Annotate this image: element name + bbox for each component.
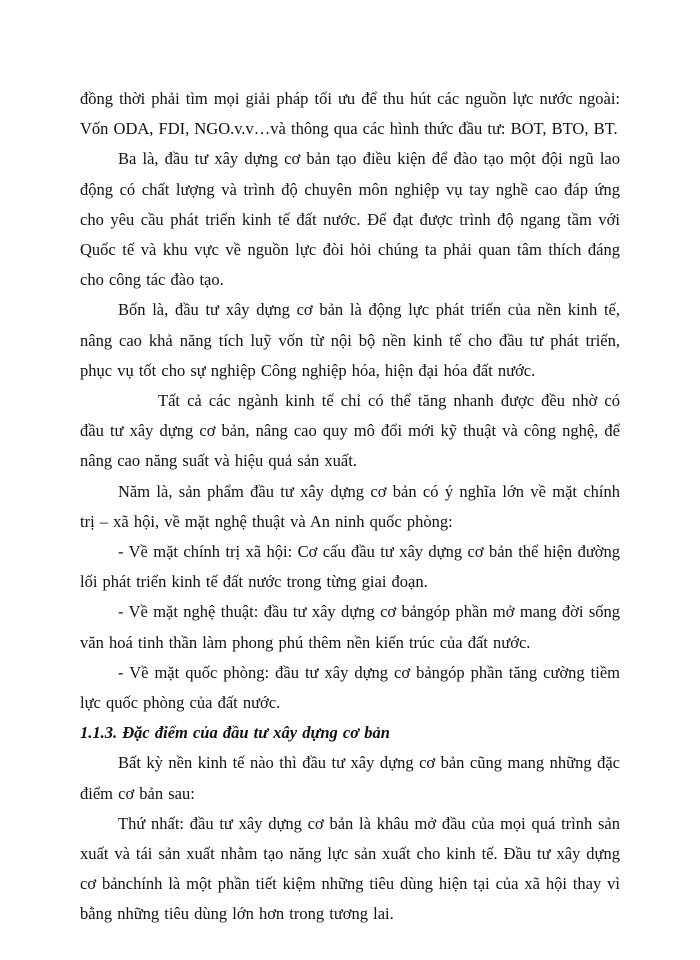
paragraph-thu-nhat: Thứ nhất: đầu tư xây dựng cơ bản là khâu mở đầu của mọi quá trình sản xuất và tái sản xuất nhằm tạo năng lực sản xuất cho kinh tế. Đầu tư xây dựng cơ bảnchính là một phần tiết kiệm những tiêu dùng hiện tại của xã hội thay vì bằng những tiêu dùng lớn hơn trong tương lai. [80,813,620,924]
paragraph-tat-ca: Tất cả các ngành kinh tế chỉ có thể tăng nhanh được đều nhờ có đầu tư xây dựng cơ bản, nâng cao quy mô đổi mới kỹ thuật và công nghệ, để nâng cao năng suất và hiệu quả sản xuất. [80,391,620,471]
paragraph-bon-la: Bốn là, đầu tư xây dựng cơ bản là động lực phát triển của nền kinh tế, nâng cao khả năng tích luỹ vốn từ nội bộ nền kinh tế cho đầu tư phát triển, phục vụ tốt cho sự nghiệp Công nghiệp hóa, hiện đại hóa đất nước. [80,300,620,380]
section-heading: 1.1.3. Đặc điểm của đầu tư xây dựng cơ bản [80,723,390,743]
paragraph-bat-ky: Bất kỳ nền kinh tế nào thì đầu tư xây dựng cơ bản cũng mang những đặc điểm cơ bản sau: [80,753,620,803]
paragraph-nam-la: Năm là, sản phẩm đầu tư xây dựng cơ bản có ý nghĩa lớn về mặt chính trị – xã hội, về mặt nghệ thuật và An ninh quốc phòng: [80,481,620,531]
bullet-chinh-tri: - Về mặt chính trị xã hội: Cơ cấu đầu tư xây dựng cơ bản thể hiện đường lối phát triển kinh tế đất nước trong từng giai đoạn. [80,542,620,592]
paragraph-continuation: đồng thời phải tìm mọi giải pháp tối ưu để thu hút các nguồn lực nước ngoài: Vốn ODA, FDI, NGO.v.v…và thông qua các hình thức đầu tư: BOT, BTO, BT. [80,89,620,139]
bullet-quoc-phong: - Về mặt quốc phòng: đầu tư xây dựng cơ bảngóp phần tăng cường tiềm lực quốc phòng của đất nước. [80,662,620,713]
paragraph-ba-la: Ba là, đầu tư xây dựng cơ bản tạo điều kiện để đào tạo một đội ngũ lao động có chất lượng và trình độ chuyên môn nghiệp vụ tay nghề cao đáp ứng cho yêu cầu phát triển kinh tế đất nước. Để đạt được trình độ ngang tầm với Quốc tế và khu vực về nguồn lực đòi hỏi chúng ta phải quan tâm thích đáng cho công tác đào tạo. [80,149,620,290]
bullet-nghe-thuat: - Về mặt nghệ thuật: đầu tư xây dựng cơ bảngóp phần mở mang đời sống văn hoá tinh thần làm phong phú thêm nền kiến trúc của đất nước. [80,602,620,652]
